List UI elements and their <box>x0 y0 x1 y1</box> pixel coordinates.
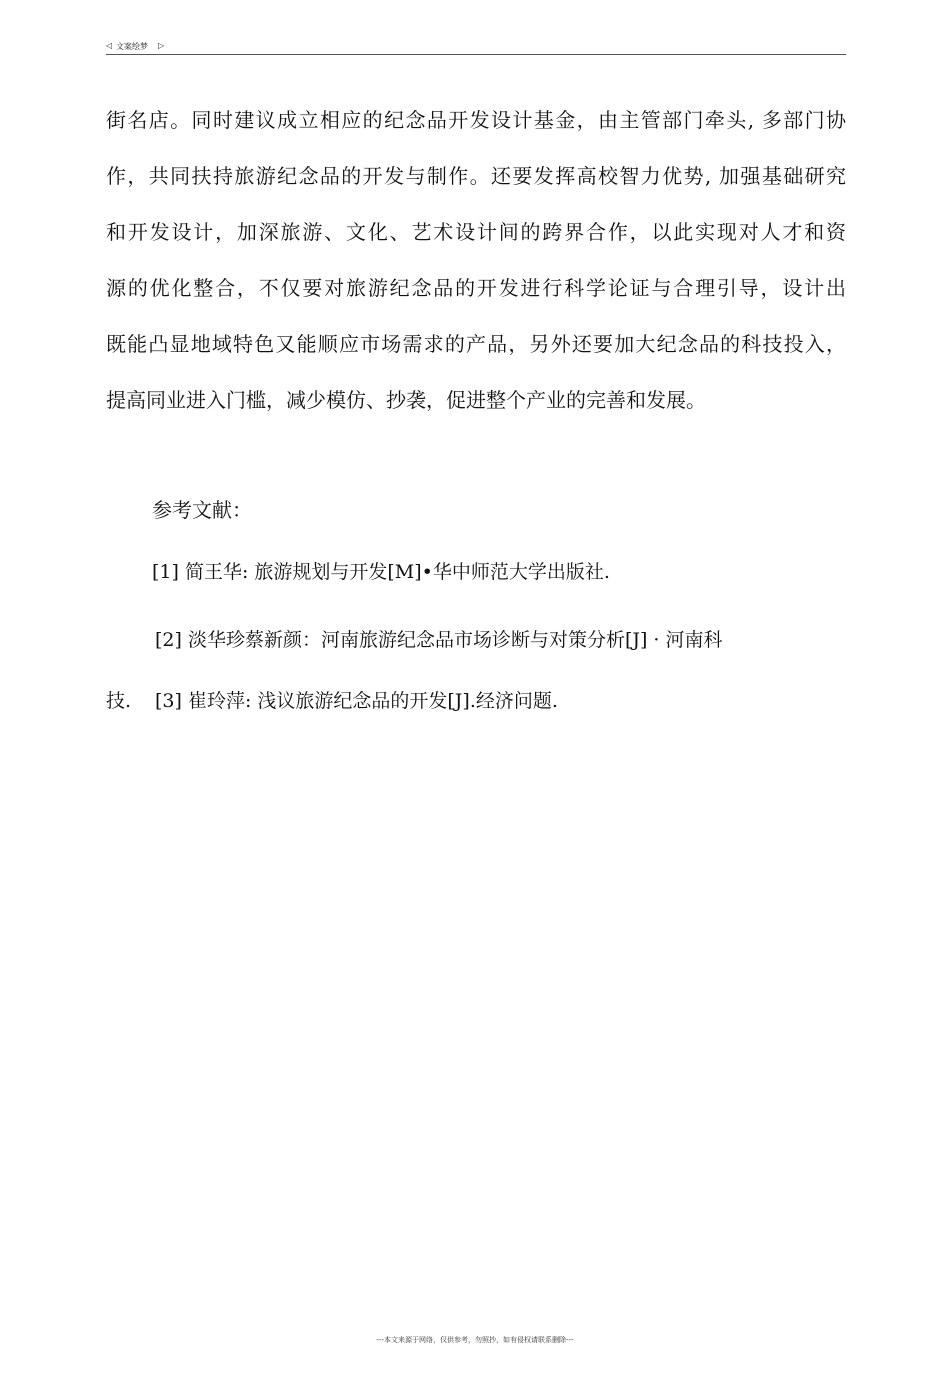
body-line: 作，共同扶持旅游纪念品的开发与制作。还要发挥高校智力优势, 加强基础研究 <box>106 164 846 188</box>
reference-1: [1] 简王华: 旅游规划与开发[M]•华中师范大学出版社. <box>152 561 610 583</box>
references-heading: 参考文献： <box>152 498 252 522</box>
reference-3-prefix: 技. <box>106 690 132 712</box>
header-title: 文案绘梦 <box>116 42 148 51</box>
body-line: 提高同业进入门槛，减少模仿、抄袭，促进整个产业的完善和发展。 <box>106 388 706 412</box>
page-footer: ---本文来源于网络，仅供参考，勿照抄，如有侵权请联系删除--- <box>376 1336 574 1344</box>
reference-3: [3] 崔玲萍: 浅议旅游纪念品的开发[J].经济问题. <box>155 690 558 712</box>
left-triangle-icon: ◁ <box>106 41 113 50</box>
reference-2: [2] 淡华珍蔡新颜：河南旅游纪念品市场诊断与对策分析[J] · 河南科 <box>155 629 723 651</box>
body-line: 源的优化整合，不仅要对旅游纪念品的开发进行科学论证与合理引导，设计出 <box>106 276 846 300</box>
right-triangle-icon: ▷ <box>158 41 165 50</box>
body-line: 既能凸显地域特色又能顺应市场需求的产品，另外还要加大纪念品的科技投入， <box>106 332 846 356</box>
body-line: 和开发设计，加深旅游、文化、艺术设计间的跨界合作，以此实现对人才和资 <box>106 220 846 244</box>
page-header <box>106 40 846 55</box>
body-line: 街名店。同时建议成立相应的纪念品开发设计基金，由主管部门牵头, 多部门协 <box>106 108 846 132</box>
